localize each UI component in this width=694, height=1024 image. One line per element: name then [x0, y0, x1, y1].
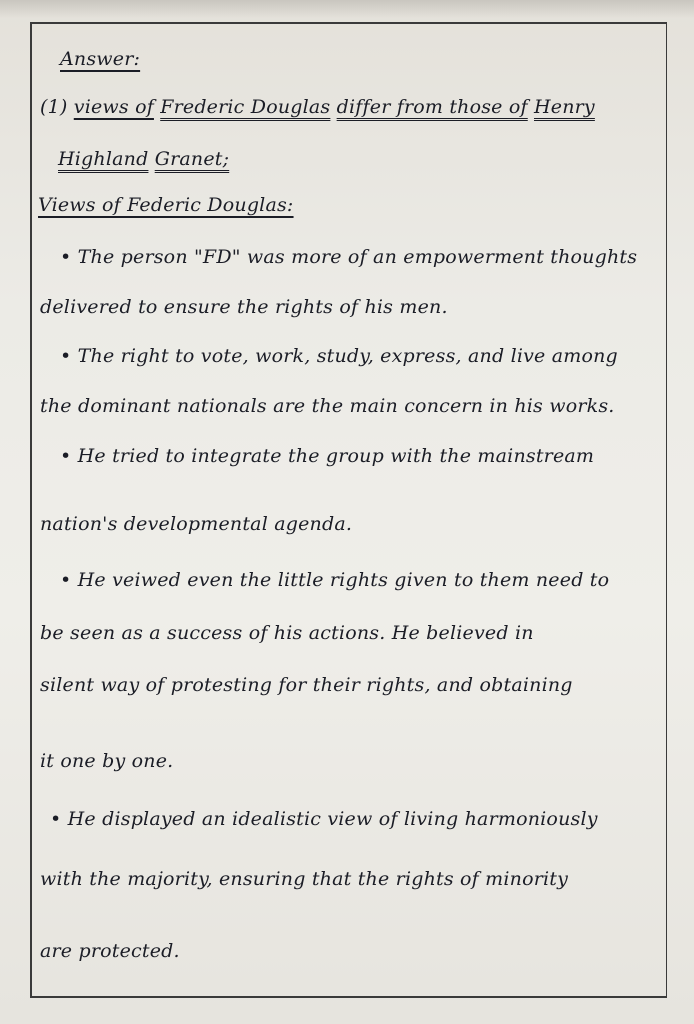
question-title-line-1 [40, 96, 595, 118]
photo-shadow [0, 0, 694, 18]
text-line-12: with the majority, ensuring that the rights of minority [40, 868, 569, 890]
text-line-6: nation's developmental agenda. [40, 513, 353, 535]
text-line-3: • The right to vote, work, study, express, and live among [60, 345, 618, 367]
text-line-10: it one by one. [40, 750, 174, 772]
text-line-9: silent way of protesting for their rights, and obtaining [40, 674, 573, 696]
title-part-3: differ from those of [336, 96, 528, 118]
answer-label: Answer: [60, 48, 141, 70]
title-part-1: views of [73, 96, 154, 118]
text-line-4: the dominant nationals are the main concern in his works. [40, 395, 615, 417]
text-line-5: • He tried to integrate the group with the mainstream [60, 445, 595, 467]
title-part-5: Highland [58, 148, 149, 170]
text-line-13: are protected. [40, 940, 180, 962]
text-line-11: • He displayed an idealistic view of living harmoniously [50, 808, 598, 830]
question-title-line-2 [58, 148, 229, 170]
text-line-1: • The person "FD" was more of an empowerment thoughts [60, 246, 638, 268]
text-line-2: delivered to ensure the rights of his men. [40, 296, 448, 318]
title-part-6: Granet; [154, 148, 230, 170]
title-part-4: Henry [534, 96, 595, 118]
text-line-8: be seen as a success of his actions. He believed in [40, 622, 534, 644]
text-line-7: • He veiwed even the little rights given to them need to [60, 569, 610, 591]
title-part-2: Frederic Douglas [160, 96, 331, 118]
section-heading: Views of Federic Douglas: [38, 194, 294, 216]
question-number: (1) [40, 96, 68, 118]
